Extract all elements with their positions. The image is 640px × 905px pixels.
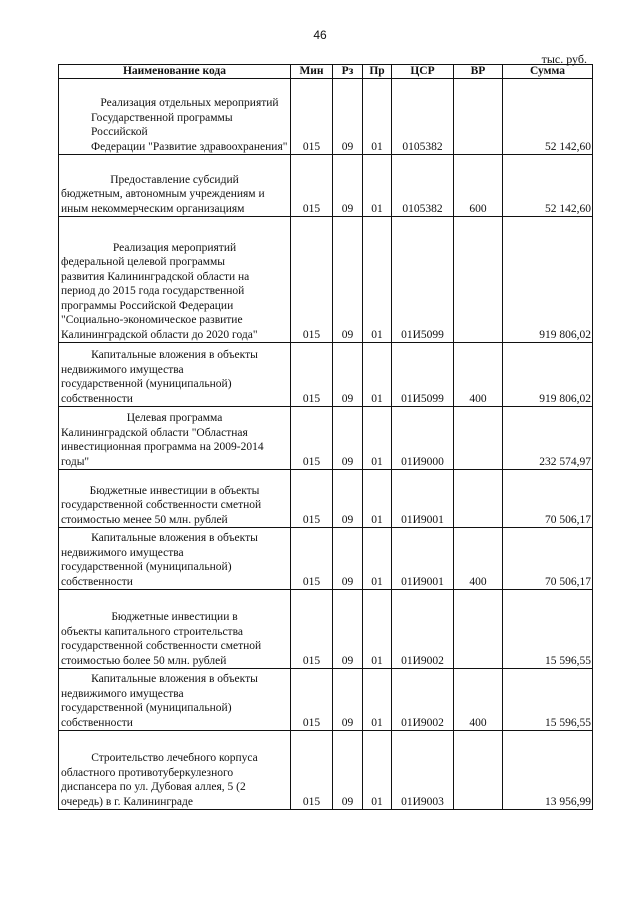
row-csr: 01И5099 xyxy=(392,343,454,407)
row-vr xyxy=(454,731,503,810)
row-csr: 0105382 xyxy=(392,155,454,217)
row-csr: 01И9002 xyxy=(392,669,454,731)
row-min: 015 xyxy=(291,528,333,590)
header-name: Наименование кода xyxy=(59,65,291,79)
page-number: 46 xyxy=(313,28,327,42)
table-row xyxy=(59,731,593,810)
row-csr: 01И5099 xyxy=(392,217,454,343)
row-rz: 09 xyxy=(333,669,363,731)
row-min: 015 xyxy=(291,407,333,470)
table-body xyxy=(59,79,593,810)
row-vr: 400 xyxy=(454,669,503,731)
row-csr: 01И9001 xyxy=(392,470,454,528)
row-csr: 0105382 xyxy=(392,79,454,155)
row-csr: 01И9002 xyxy=(392,590,454,669)
row-min: 015 xyxy=(291,731,333,810)
row-name xyxy=(59,470,291,528)
row-csr: 01И9000 xyxy=(392,407,454,470)
table-row xyxy=(59,79,593,155)
row-vr xyxy=(454,590,503,669)
header-vr: ВР xyxy=(454,65,503,79)
row-min: 015 xyxy=(291,155,333,217)
row-pr: 01 xyxy=(363,590,392,669)
row-name-text: Строительство лечебного корпуса областного противотуберкулезного диспансера по ул. Дубовая аллея, 5 (2 очередь) в г. Калининграде xyxy=(61,752,258,808)
row-name-text: Целевая программа Калининградской области "Областная инвестиционная программа на 2009-2014 годы" xyxy=(61,412,264,468)
table-row xyxy=(59,343,593,407)
row-sum: 70 506,17 xyxy=(503,528,593,590)
header-sum: Сумма xyxy=(503,65,593,79)
row-sum: 232 574,97 xyxy=(503,407,593,470)
row-name xyxy=(59,669,291,731)
row-pr: 01 xyxy=(363,343,392,407)
row-vr xyxy=(454,407,503,470)
header-rz: Рз xyxy=(333,65,363,79)
row-pr: 01 xyxy=(363,528,392,590)
row-min: 015 xyxy=(291,669,333,731)
row-sum: 70 506,17 xyxy=(503,470,593,528)
table-row xyxy=(59,155,593,217)
table-row xyxy=(59,590,593,669)
header-min: Мин xyxy=(291,65,333,79)
row-vr xyxy=(454,217,503,343)
row-min: 015 xyxy=(291,470,333,528)
row-rz: 09 xyxy=(333,343,363,407)
header-pr: Пр xyxy=(363,65,392,79)
row-vr: 400 xyxy=(454,343,503,407)
row-name-text: Предоставление субсидий бюджетным, автономным учреждениям и иным некоммерческим организациям xyxy=(61,173,265,215)
row-name-text: Реализация мероприятий федеральной целевой программы развития Калининградской области на период до 2015 года государственной программы Российской Федерации "Социально-экономическое развитие Калининградской области до 2020 года" xyxy=(61,241,258,341)
row-pr: 01 xyxy=(363,669,392,731)
table-row xyxy=(59,528,593,590)
row-rz: 09 xyxy=(333,470,363,528)
table-row xyxy=(59,407,593,470)
row-name xyxy=(59,155,291,217)
row-pr: 01 xyxy=(363,155,392,217)
row-vr xyxy=(454,79,503,155)
row-vr: 400 xyxy=(454,528,503,590)
row-pr: 01 xyxy=(363,407,392,470)
row-pr: 01 xyxy=(363,217,392,343)
row-rz: 09 xyxy=(333,407,363,470)
row-min: 015 xyxy=(291,590,333,669)
row-pr: 01 xyxy=(363,731,392,810)
row-sum: 52 142,60 xyxy=(503,79,593,155)
row-name xyxy=(59,528,291,590)
row-sum: 919 806,02 xyxy=(503,343,593,407)
row-name xyxy=(59,731,291,810)
row-name xyxy=(59,407,291,470)
row-sum: 15 596,55 xyxy=(503,590,593,669)
row-sum: 15 596,55 xyxy=(503,669,593,731)
row-sum: 52 142,60 xyxy=(503,155,593,217)
units-label: тыс. руб. xyxy=(541,52,587,66)
row-name-text: Бюджетные инвестиции в объекты государственной собственности сметной стоимостью менее 50 млн. рублей xyxy=(61,484,262,526)
table-row xyxy=(59,217,593,343)
row-sum: 919 806,02 xyxy=(503,217,593,343)
row-min: 015 xyxy=(291,217,333,343)
row-rz: 09 xyxy=(333,528,363,590)
row-rz: 09 xyxy=(333,590,363,669)
row-pr: 01 xyxy=(363,470,392,528)
row-name-text: Капитальные вложения в объекты недвижимого имущества государственной (муниципальной) собственности xyxy=(61,349,258,405)
row-vr: 600 xyxy=(454,155,503,217)
row-name xyxy=(59,79,291,155)
row-pr: 01 xyxy=(363,79,392,155)
row-name-text: Бюджетные инвестиции в объекты капитального строительства государственной собственности сметной стоимостью более 50 млн. рублей xyxy=(61,611,262,667)
row-min: 015 xyxy=(291,79,333,155)
row-csr: 01И9003 xyxy=(392,731,454,810)
row-min: 015 xyxy=(291,343,333,407)
row-name-text: Капитальные вложения в объекты недвижимого имущества государственной (муниципальной) собственности xyxy=(61,532,258,588)
row-rz: 09 xyxy=(333,217,363,343)
row-name xyxy=(59,343,291,407)
table-row xyxy=(59,669,593,731)
header-csr: ЦСР xyxy=(392,65,454,79)
row-csr: 01И9001 xyxy=(392,528,454,590)
row-name xyxy=(59,217,291,343)
table-row xyxy=(59,470,593,528)
row-rz: 09 xyxy=(333,155,363,217)
header-row xyxy=(59,65,593,79)
row-name xyxy=(59,590,291,669)
row-vr xyxy=(454,470,503,528)
row-name-text: Реализация отдельных мероприятий Государственной программы Российской Федерации "Развитие здравоохранения" xyxy=(91,97,288,153)
row-name-text: Капитальные вложения в объекты недвижимого имущества государственной (муниципальной) собственности xyxy=(61,673,258,729)
row-sum: 13 956,99 xyxy=(503,731,593,810)
row-rz: 09 xyxy=(333,79,363,155)
budget-table xyxy=(58,64,593,810)
row-rz: 09 xyxy=(333,731,363,810)
